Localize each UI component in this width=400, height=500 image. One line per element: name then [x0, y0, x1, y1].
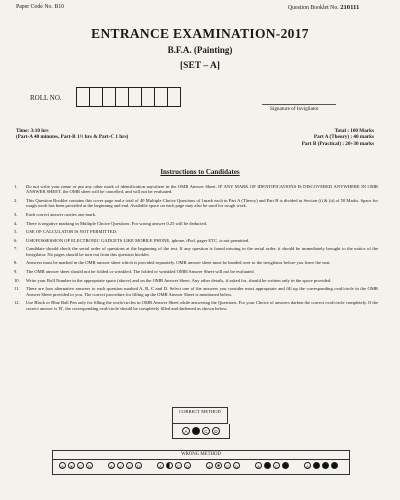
paper-code: [16, 4, 64, 10]
answer-bubble: [192, 427, 200, 435]
answer-bubble: [215, 462, 222, 469]
paper-code-value: B10: [54, 4, 64, 10]
instruction-text: USE/POSSESSION OF ELECTRONIC GADGETS LIKE MOBILE PHONE, iphone, iPod, pager ETC. is not permitted.: [26, 237, 250, 243]
answer-bubble: C: [126, 462, 133, 469]
instruction-text: Candidate should check the serial order of questions at the beginning of the test. If any question is found missing in the serial order, it should be immediately brought to the notice of the Invigilator. No pages should be torn out from this question booklet.: [26, 246, 378, 257]
instruction-text: Answers must be marked in the OMR answer sheet which is provided separately. OMR answer sheet must be handed over to the invigilator before you leave the seat.: [26, 260, 331, 266]
answer-bubble: ✓: [118, 464, 123, 469]
answer-bubble: [331, 462, 338, 469]
instruction-number: 7.: [14, 246, 18, 252]
answer-bubble: A: [157, 462, 164, 469]
instruction-text: The OMR answer sheet should not be folded or wrinkled. The folded or wrinkled OMR/Answer Sheet will not be evaluated.: [26, 268, 255, 274]
answer-bubble: D: [212, 427, 220, 435]
answer-bubble: X: [68, 462, 75, 469]
answer-bubble: C: [202, 427, 210, 435]
answer-bubble: A: [59, 462, 66, 469]
answer-bubble: D: [282, 462, 289, 469]
instruction-number: 8.: [14, 260, 18, 266]
instructions-list: [14, 184, 378, 314]
roll-box: [76, 87, 90, 107]
booklet-value: 210111: [340, 4, 360, 11]
instruction-item: [14, 246, 378, 257]
instruction-text: Each correct answer carries one mark.: [26, 212, 97, 217]
time-info: [16, 128, 128, 140]
answer-bubble: [264, 462, 271, 469]
instruction-item: [14, 300, 378, 311]
answer-bubble: D: [184, 462, 191, 469]
answer-bubble: A: [304, 462, 311, 469]
instruction-number: 12.: [14, 300, 20, 306]
answer-bubble: A: [108, 462, 115, 469]
roll-label: ROLL NO.: [30, 94, 62, 102]
booklet-label: Question Booklet No.: [288, 5, 339, 11]
instruction-item: [14, 278, 378, 283]
correct-method-label: CORRECT METHOD: [179, 409, 221, 414]
correct-method-header: [172, 407, 228, 424]
instruction-item: [14, 198, 378, 209]
exam-title: ENTRANCE EXAMINATION-2017: [91, 26, 309, 41]
instruction-text: Write your Roll Number in the appropriate space (above) and on the OMR Answer Sheet. Any other details, if asked for, should be written only in the space provided.: [26, 277, 332, 283]
answer-bubble: D: [233, 462, 240, 469]
roll-box: [167, 87, 181, 107]
instruction-number: 11.: [14, 286, 20, 292]
answer-bubble: C: [224, 462, 231, 469]
instruction-item: [14, 286, 378, 297]
answer-bubble: C: [273, 462, 280, 469]
instruction-text: This Question Booklet contains this cover page and a total of 40 Multiple Choice Questions of 1mark each in Part A (Theory) and Part B is divided in Section (i) & (ii) of 50 Marks. Space for rough work has been provided at the beginning and end. Available space on each page may also be used for rough work.: [26, 198, 378, 209]
instruction-text: There are four alternative answers to each question marked A, B, C and D. Select one of the answers you consider most appropriate and fill up the corresponding oval/circle in the OMR Answer Sheet provided to you. The correct procedure for filling up the OMR Answer Sheet is mentioned below.: [26, 286, 378, 297]
correct-method-bubbles: [172, 424, 230, 439]
exam-set: [SET – A]: [180, 61, 220, 71]
answer-bubble: [166, 462, 173, 469]
instruction-number: 3.: [14, 212, 18, 217]
instruction-item: [14, 260, 378, 265]
instruction-text: USE OF CALCULATOR IS NOT PERMITTED.: [26, 229, 117, 235]
instruction-item: [14, 269, 378, 274]
answer-bubble: A: [206, 462, 213, 469]
instruction-text: Do not write your name or put any other mark of identification anywhere in the OMR Answer Sheet. IF ANY MARK OF IDENTIFICATIONS IS DISCOVERED ANYWHERE IN OMR ANSWER SHEET, the OMR sheet will be cancelled, and will not be evaluated.: [26, 184, 378, 195]
roll-box: [89, 87, 103, 107]
instruction-item: [14, 229, 378, 234]
roll-box: [102, 87, 116, 107]
answer-bubble: A: [255, 462, 262, 469]
booklet-number: [288, 4, 359, 11]
total-marks: Total : 100 Marks: [334, 128, 374, 134]
answer-bubble: C: [175, 462, 182, 469]
instruction-number: 1.: [14, 184, 18, 189]
roll-box: [141, 87, 155, 107]
answer-bubble: [313, 462, 320, 469]
instruction-item: [14, 212, 378, 217]
time-breakdown: (Part-A 40 minutes, Part-B 1½ hrs & Part-C 1 hrs): [16, 134, 129, 140]
instruction-number: 4.: [14, 220, 18, 226]
part-b-marks: Part B (Practical) : 20+30 marks: [301, 140, 374, 147]
signature-label: Signature of Invigilator: [270, 106, 319, 112]
instruction-item: [14, 238, 378, 243]
instruction-number: 10.: [14, 277, 20, 283]
time-line: Time: 3:10 hrs: [16, 128, 49, 134]
roll-box: [115, 87, 129, 107]
instruction-number: 5.: [14, 229, 18, 235]
instruction-item: [14, 221, 378, 226]
instruction-text: Use Black or Blue Ball Pen only for filling the ovals/circles in OMR Answer Sheet while answering the Questions. For your Choice of answers darken the correct oval/circle completely. If the correct answer is 'B', the corresponding oval/circle should be completely filled and darkened as shown below.: [26, 300, 378, 311]
instruction-text: There is negative marking in Multiple Choice Questions. For wrong answer 0.25 will be deducted.: [26, 220, 208, 226]
answer-bubble: C: [77, 462, 84, 469]
roll-box: [128, 87, 142, 107]
answer-bubble: [322, 462, 329, 469]
exam-subtitle: B.F.A. (Painting): [167, 45, 233, 55]
roll-number-boxes: [77, 87, 181, 107]
marks-info: [268, 128, 374, 147]
wrong-method-bubbles: [52, 458, 350, 475]
answer-bubble: D: [86, 462, 93, 469]
answer-bubble: D: [135, 462, 142, 469]
instruction-number: 9.: [14, 268, 18, 274]
answer-bubble: A: [182, 427, 190, 435]
paper-code-label: Paper Code No.: [16, 4, 53, 10]
instructions-heading: Instructions to Candidates: [160, 168, 240, 176]
instruction-item: [14, 184, 378, 195]
instruction-number: 6.: [14, 237, 18, 243]
part-a-marks: Part A (Theory) : 40 marks: [313, 134, 374, 141]
roll-box: [154, 87, 168, 107]
instruction-number: 2.: [14, 198, 18, 203]
signature-line: [262, 104, 336, 105]
wrong-method-label: WRONG METHOD: [181, 452, 221, 457]
